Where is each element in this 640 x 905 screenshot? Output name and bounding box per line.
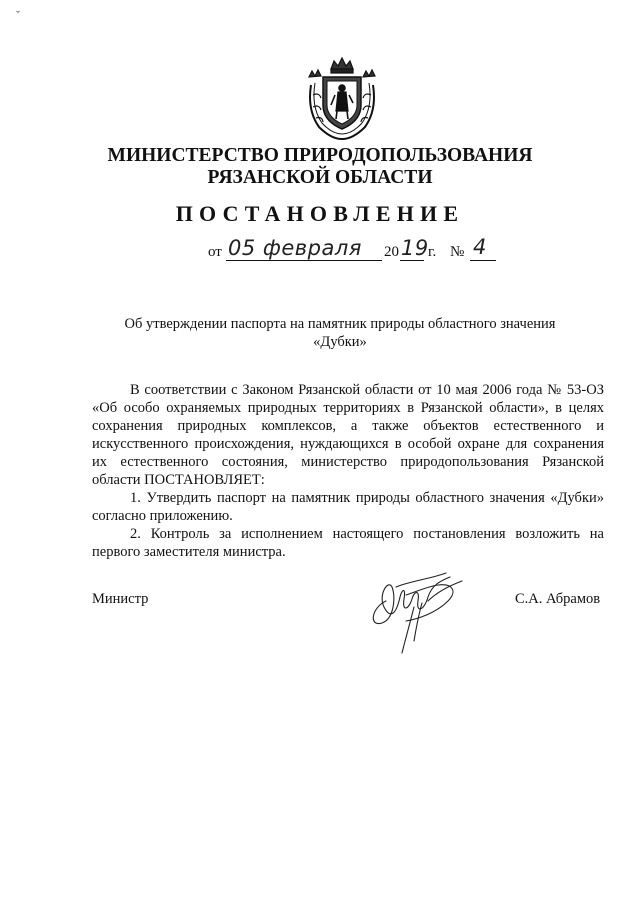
number-underline bbox=[470, 260, 496, 261]
signer-name: С.А. Абрамов bbox=[515, 591, 601, 607]
coat-of-arms-icon bbox=[301, 55, 383, 141]
year-underline bbox=[400, 260, 424, 261]
decree-title: ПОСТАНОВЛЕНИЕ bbox=[175, 201, 465, 226]
year-suffix: 19 bbox=[401, 236, 429, 260]
date-prefix: от bbox=[208, 244, 222, 260]
year-unit: г. bbox=[428, 244, 437, 260]
subject-line1: Об утверждении паспорта на памятник природы областного значения bbox=[124, 316, 556, 332]
ministry-name-line1: МИНИСТЕРСТВО ПРИРОДОПОЛЬЗОВАНИЯ bbox=[107, 145, 533, 166]
decree-number: 4 bbox=[473, 235, 487, 259]
ministry-name-line2: РЯЗАНСКОЙ ОБЛАСТИ bbox=[207, 167, 433, 188]
subject-line2: «Дубки» bbox=[313, 334, 367, 350]
item-1-paragraph: 1. Утвердить паспорт на памятник природы областного значения «Дубки» согласно приложению. bbox=[92, 490, 604, 524]
date-day-month: 05 февраля bbox=[228, 236, 362, 260]
scan-mark: ˇ bbox=[16, 8, 20, 22]
preamble-paragraph: В соответствии с Законом Рязанской области от 10 мая 2006 года № 53-ОЗ «Об особо охраняемых природных территориях в Рязанской области», в целях сохранения природных комплексов, а также объектов естественного и искусственного происхождения, нуждающихся в особой охране для сохранения их естественного состояния, министерство природопользования Рязанской области ПОСТАНОВЛЯЕТ: bbox=[92, 382, 604, 488]
signer-title: Министр bbox=[92, 591, 149, 607]
signature-icon bbox=[366, 567, 476, 659]
decree-date-line bbox=[208, 235, 508, 266]
date-underline bbox=[226, 260, 382, 261]
decree-body bbox=[92, 381, 604, 561]
item-2-paragraph: 2. Контроль за исполнением настоящего постановления возложить на первого заместителя министра. bbox=[92, 526, 604, 560]
number-sign: № bbox=[450, 244, 465, 260]
year-prefix: 20 bbox=[384, 244, 399, 260]
